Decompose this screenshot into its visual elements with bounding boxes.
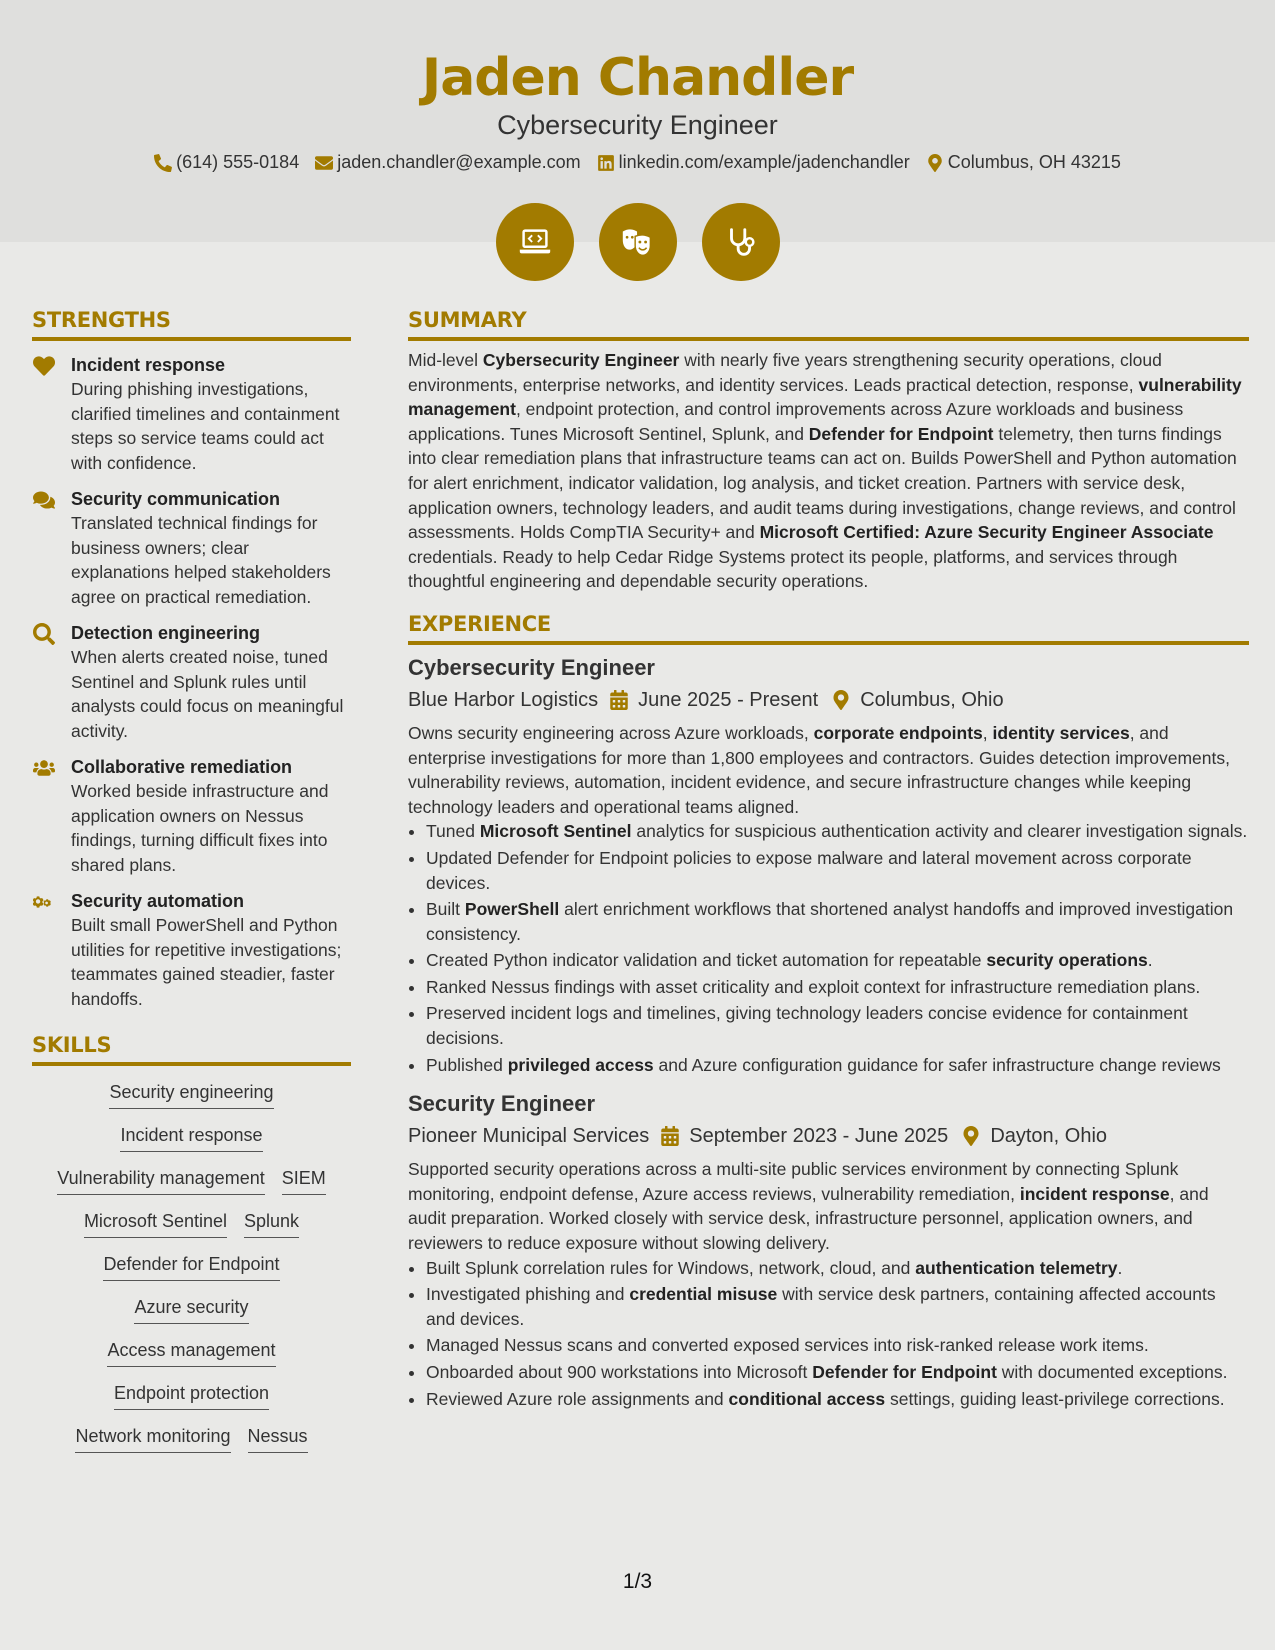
bold-keyword: conditional access	[728, 1388, 886, 1409]
bullet-item: • Managed Nessus scans and converted exposed services into risk-ranked release work items.	[426, 1333, 1249, 1358]
job-description: Owns security engineering across Azure workloads, corporate endpoints, identity services, and enterprise investigations for more than 1,800 employees and contractors. Guides detection improvements, vulnerability reviews, automation, incident evidence, and secure infrastructure changes while keeping technology leaders and operational teams aligned.	[408, 722, 1230, 817]
bullet-item: • Built PowerShell alert enrichment workflows that shortened analyst handoffs and improved investigation consistency.	[426, 897, 1249, 946]
skill-tag: Access management	[107, 1338, 275, 1367]
heart-icon	[33, 355, 55, 377]
bold-keyword: Defender for Endpoint	[812, 1362, 997, 1382]
job-title: Security Engineer	[408, 1091, 596, 1117]
strength-desc: Worked beside infrastructure and application owners on Nessus findings, turning difficult fixes into shared plans.	[71, 781, 329, 875]
calendar-icon	[661, 1126, 679, 1146]
contact-location	[926, 152, 1121, 173]
stethoscope-badge	[702, 203, 780, 281]
job-entry	[408, 1089, 1249, 1411]
summary-text: Mid-level Cybersecurity Engineer with nearly five years strengthening security operations, cloud environments, enterprise networks, and identity services. Leads practical detection, response, vulnerability management, endpoint protection, and control improvements across Azure workloads and business applications. Tunes Microsoft Sentinel, Splunk, and Defender for Endpoint telemetry, then turns findings into clear remediation plans that infrastructure teams can act on. Builds PowerShell and Python automation for alert enrichment, indicator validation, log analysis, and ticket creation. Partners with service desk, application owners, technology leaders, and audit teams during investigations, change reviews, and control assessments. Holds CompTIA Security+ and Microsoft Certified: Azure Security Engineer Associate credentials. Ready to help Cedar Ridge Systems protect its people, platforms, and services through thoughtful engineering and dependable security operations.	[408, 350, 1242, 592]
theater-masks-badge	[599, 203, 677, 281]
job-meta	[408, 685, 1249, 715]
job-company: Pioneer Municipal Services	[408, 1125, 650, 1148]
candidate-name: Jaden Chandler	[421, 48, 854, 108]
bullet-item: • Published privileged access and Azure configuration guidance for safer infrastructure change reviews	[426, 1053, 1249, 1078]
bullet-item: • Ranked Nessus findings with asset criticality and exploit context for infrastructure remediation plans.	[426, 975, 1249, 1000]
strength-name: Security automation	[71, 891, 245, 911]
bullet-item: • Updated Defender for Endpoint policies to expose malware and lateral movement across corporate devices.	[426, 846, 1249, 895]
left-column	[32, 308, 351, 1467]
bold-keyword: Cybersecurity Engineer	[482, 350, 680, 370]
job-entry	[408, 653, 1249, 1077]
skill-tag: Splunk	[244, 1209, 299, 1238]
header-icon-row	[0, 203, 1275, 281]
skill-tag: Azure security	[134, 1295, 248, 1324]
theater-masks-icon	[619, 223, 657, 261]
job-bullets	[408, 819, 1249, 1077]
contact-linkedin[interactable]	[597, 152, 910, 173]
email-text: jaden.chandler@example.com	[337, 152, 581, 172]
skill-tag: Incident response	[120, 1123, 262, 1152]
bold-keyword: Defender for Endpoint	[808, 423, 994, 444]
contact-email[interactable]	[315, 152, 580, 173]
strengths-list	[32, 353, 351, 1011]
bold-keyword: vulnerability management	[408, 374, 1242, 420]
skill-tag: Endpoint protection	[114, 1381, 269, 1410]
skill-tag: Microsoft Sentinel	[84, 1209, 227, 1238]
bold-keyword: incident response	[1019, 1183, 1170, 1204]
job-location: Columbus, Ohio	[860, 688, 1004, 711]
bold-keyword: authentication telemetry	[915, 1257, 1118, 1278]
strength-item	[32, 755, 351, 877]
strength-desc: Translated technical findings for business owners; clear explanations helped stakeholders agree on practical remediation.	[71, 513, 331, 607]
strength-name: Detection engineering	[71, 623, 261, 643]
cogs-icon	[33, 891, 55, 913]
job-dates: September 2023 - June 2025	[689, 1125, 949, 1148]
strength-item	[32, 621, 351, 743]
page-number: 1/3	[622, 1570, 653, 1593]
bullet-item: • Onboarded about 900 workstations into Microsoft Defender for Endpoint with documented exceptions.	[426, 1360, 1249, 1385]
strengths-heading: STRENGTHS	[32, 308, 351, 341]
strength-item	[32, 889, 351, 1011]
bold-keyword: corporate endpoints	[813, 722, 983, 743]
bullet-item: • Investigated phishing and credential misuse with service desk partners, containing affected accounts and devices.	[426, 1282, 1249, 1331]
strength-item	[32, 487, 351, 609]
strength-desc: When alerts created noise, tuned Sentinel and Splunk rules until analysts could focus on meaningful activity.	[71, 647, 344, 741]
bullet-item: • Tuned Microsoft Sentinel analytics for suspicious authentication activity and clearer investigation signals.	[426, 819, 1249, 844]
laptop-code-badge	[496, 203, 574, 281]
skill-tag: Defender for Endpoint	[103, 1252, 279, 1281]
experience-heading: EXPERIENCE	[408, 612, 1249, 645]
job-dates: June 2025 - Present	[638, 688, 819, 711]
bold-keyword: credential misuse	[629, 1284, 778, 1305]
laptop-code-icon	[516, 223, 554, 261]
job-meta	[408, 1121, 1249, 1151]
strength-name: Incident response	[71, 355, 226, 375]
strength-item	[32, 353, 351, 475]
contact-bar	[0, 152, 1275, 173]
stethoscope-icon	[722, 223, 760, 261]
users-icon	[33, 757, 55, 779]
search-icon	[33, 623, 55, 645]
bold-keyword: PowerShell	[464, 899, 560, 920]
calendar-icon	[610, 690, 628, 710]
skill-tag: Nessus	[248, 1424, 308, 1453]
bold-keyword: identity services	[992, 722, 1130, 743]
strength-name: Security communication	[71, 489, 281, 509]
candidate-title: Cybersecurity Engineer	[497, 110, 778, 140]
phone-text: (614) 555-0184	[176, 152, 300, 172]
comments-icon	[33, 489, 55, 511]
bullet-item: • Preserved incident logs and timelines, giving technology leaders concise evidence for containment decisions.	[426, 1001, 1249, 1050]
linkedin-icon	[597, 154, 615, 172]
summary-heading: SUMMARY	[408, 308, 1249, 341]
bullet-item: • Reviewed Azure role assignments and conditional access settings, guiding least-privilege corrections.	[426, 1387, 1249, 1412]
contact-phone[interactable]	[154, 152, 299, 173]
location-text: Columbus, OH 43215	[947, 152, 1121, 172]
bold-keyword: security operations	[986, 950, 1148, 971]
skill-tag: Security engineering	[109, 1080, 273, 1109]
job-company: Blue Harbor Logistics	[408, 688, 599, 711]
bullet-item: • Created Python indicator validation and ticket automation for repeatable security operations.	[426, 948, 1249, 973]
skill-tag: Vulnerability management	[57, 1166, 264, 1195]
skills-heading: SKILLS	[32, 1033, 351, 1066]
bold-keyword: Microsoft Certified: Azure Security Engineer Associate	[759, 522, 1214, 543]
job-location: Dayton, Ohio	[990, 1125, 1108, 1148]
phone-icon	[154, 154, 172, 172]
map-marker-icon	[832, 690, 850, 710]
skills-list	[32, 1080, 351, 1467]
job-description: Supported security operations across a multi-site public services environment by connecting Splunk monitoring, endpoint defense, Azure access reviews, vulnerability remediation, incident response, and audit preparation. Worked closely with service desk, infrastructure personnel, application owners, and reviewers to reduce exposure without slowing delivery.	[408, 1159, 1209, 1254]
skill-tag: Network monitoring	[75, 1424, 230, 1453]
skill-tag: SIEM	[282, 1166, 326, 1195]
strength-name: Collaborative remediation	[71, 757, 293, 777]
bullet-item: • Built Splunk correlation rules for Windows, network, cloud, and authentication telemetry.	[426, 1256, 1249, 1281]
bold-keyword: Microsoft Sentinel	[479, 821, 632, 842]
map-marker-icon	[962, 1126, 980, 1146]
envelope-icon	[315, 154, 333, 172]
map-marker-icon	[926, 154, 944, 172]
bold-keyword: privileged access	[507, 1054, 654, 1075]
linkedin-text: linkedin.com/example/jadenchandler	[618, 152, 910, 172]
job-title: Cybersecurity Engineer	[408, 654, 655, 680]
right-column	[408, 308, 1249, 1413]
job-bullets	[408, 1256, 1249, 1412]
strength-desc: During phishing investigations, clarified timelines and containment steps so service teams could act with confidence.	[71, 379, 340, 473]
strength-desc: Built small PowerShell and Python utilities for repetitive investigations; teammates gained steadier, faster handoffs.	[71, 915, 342, 1009]
